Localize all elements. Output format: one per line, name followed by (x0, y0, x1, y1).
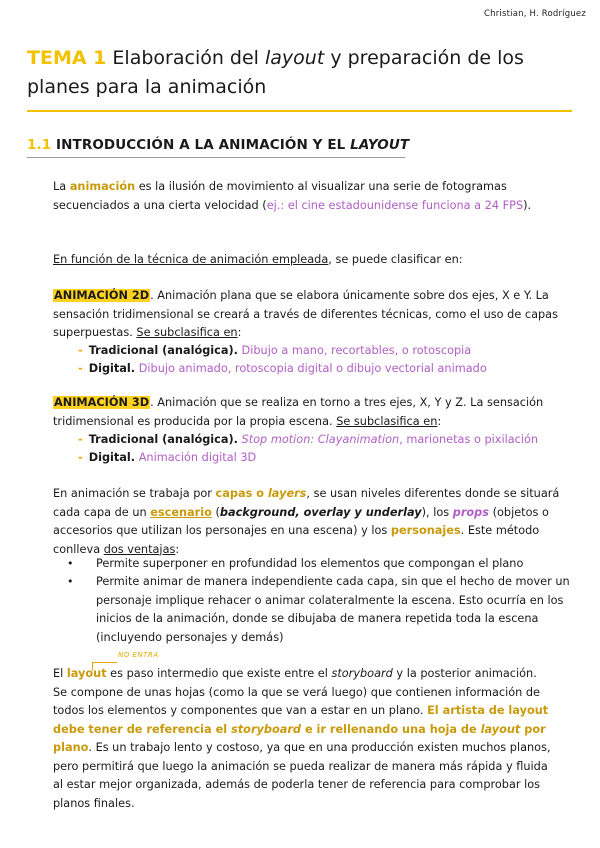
title-divider (27, 110, 572, 112)
advantage-item: Permite superponer en profundidad los elementos que compongan el plano (96, 557, 524, 570)
anim3d-item-traditional: - Tradicional (analógica). Stop motion: Clayanimation, marionetas o pixilación (78, 433, 539, 446)
anim3d-label: ANIMACIÓN 3D (54, 396, 150, 409)
technique-paragraph: En función de la técnica de animación empleada, se puede clasificar en: (53, 253, 463, 266)
layers-paragraph: En animación se trabaja por capas o layers, se usan niveles diferentes donde se situará cada capa de un escenario (background, overlay y underlay), los props (objetos o accesorios que utilizan los personajes en una escena) y los personajes. Este método conlleva dos ventajas: (53, 487, 560, 556)
layout-paragraph: El layout es paso intermedio que existe entre el storyboard y la posterior animación. Se compone de unas hojas (como la que se verá luego) que contienen información de todos los elementos y componentes que van a estar en un plano. El artista de layout debe tener de referencia el storyboard e ir rellenando una hoja de layout por plano. Es un trabajo lento y costoso, ya que en una producción existen muchos planos, pero permitirá que luego la animación se pueda realizar de manera más rápida y fluida al estar mejor organizada, además de poderla tener de referencia para comprobar los planos finales. (53, 667, 551, 810)
section-divider (27, 157, 405, 158)
anim2d-label: ANIMACIÓN 2D (54, 289, 150, 302)
anim2d-item-digital: - Digital. Dibujo animado, rotoscopia digital o dibujo vectorial animado (78, 362, 487, 375)
title-tema: TEMA 1 (27, 47, 107, 69)
advantage-item: Permite animar de manera independiente cada capa, sin que el hecho de mover un personaje implique rehacer o animar colateralmente la escena. Esto ocurría en los inicios de la animación, donde se dibujaba de manera repetida toda la escena (incluyendo personajes y demás) (96, 575, 570, 644)
anim3d-item-digital: - Digital. Animación digital 3D (78, 451, 257, 464)
section-number: 1.1 (27, 137, 52, 153)
author-name: Christian, H. Rodríguez (484, 9, 586, 19)
anim3d-paragraph: ANIMACIÓN 3D. Animación que se realiza en torno a tres ejes, X, Y y Z. La sensación tridimensional es producida por la propia escena. Se subclasifica en: (53, 396, 544, 428)
intro-paragraph: La animación es la ilusión de movimiento al visualizar una serie de fotogramas secuenciados a una cierta velocidad (ej.: el cine estadounidense funciona a 24 FPS). (53, 180, 532, 212)
bullet-marker: • (67, 557, 74, 570)
page-title: TEMA 1 Elaboración del layout y preparación de los planes para la animación (27, 47, 524, 98)
section-heading: 1.1 INTRODUCCIÓN A LA ANIMACIÓN Y EL LAYOUT (27, 137, 410, 153)
handwritten-annotation: NO ENTRA (118, 651, 159, 659)
anim2d-item-traditional: - Tradicional (analógica). Dibujo a mano, recortables, o rotoscopia (78, 344, 472, 357)
bullet-marker: • (67, 575, 74, 588)
anim2d-paragraph: ANIMACIÓN 2D. Animación plana que se elabora únicamente sobre dos ejes, X e Y. La sensación tridimensional se creará a través de diferentes técnicas, como el uso de capas superpuestas. Se subclasifica en: (53, 289, 558, 339)
